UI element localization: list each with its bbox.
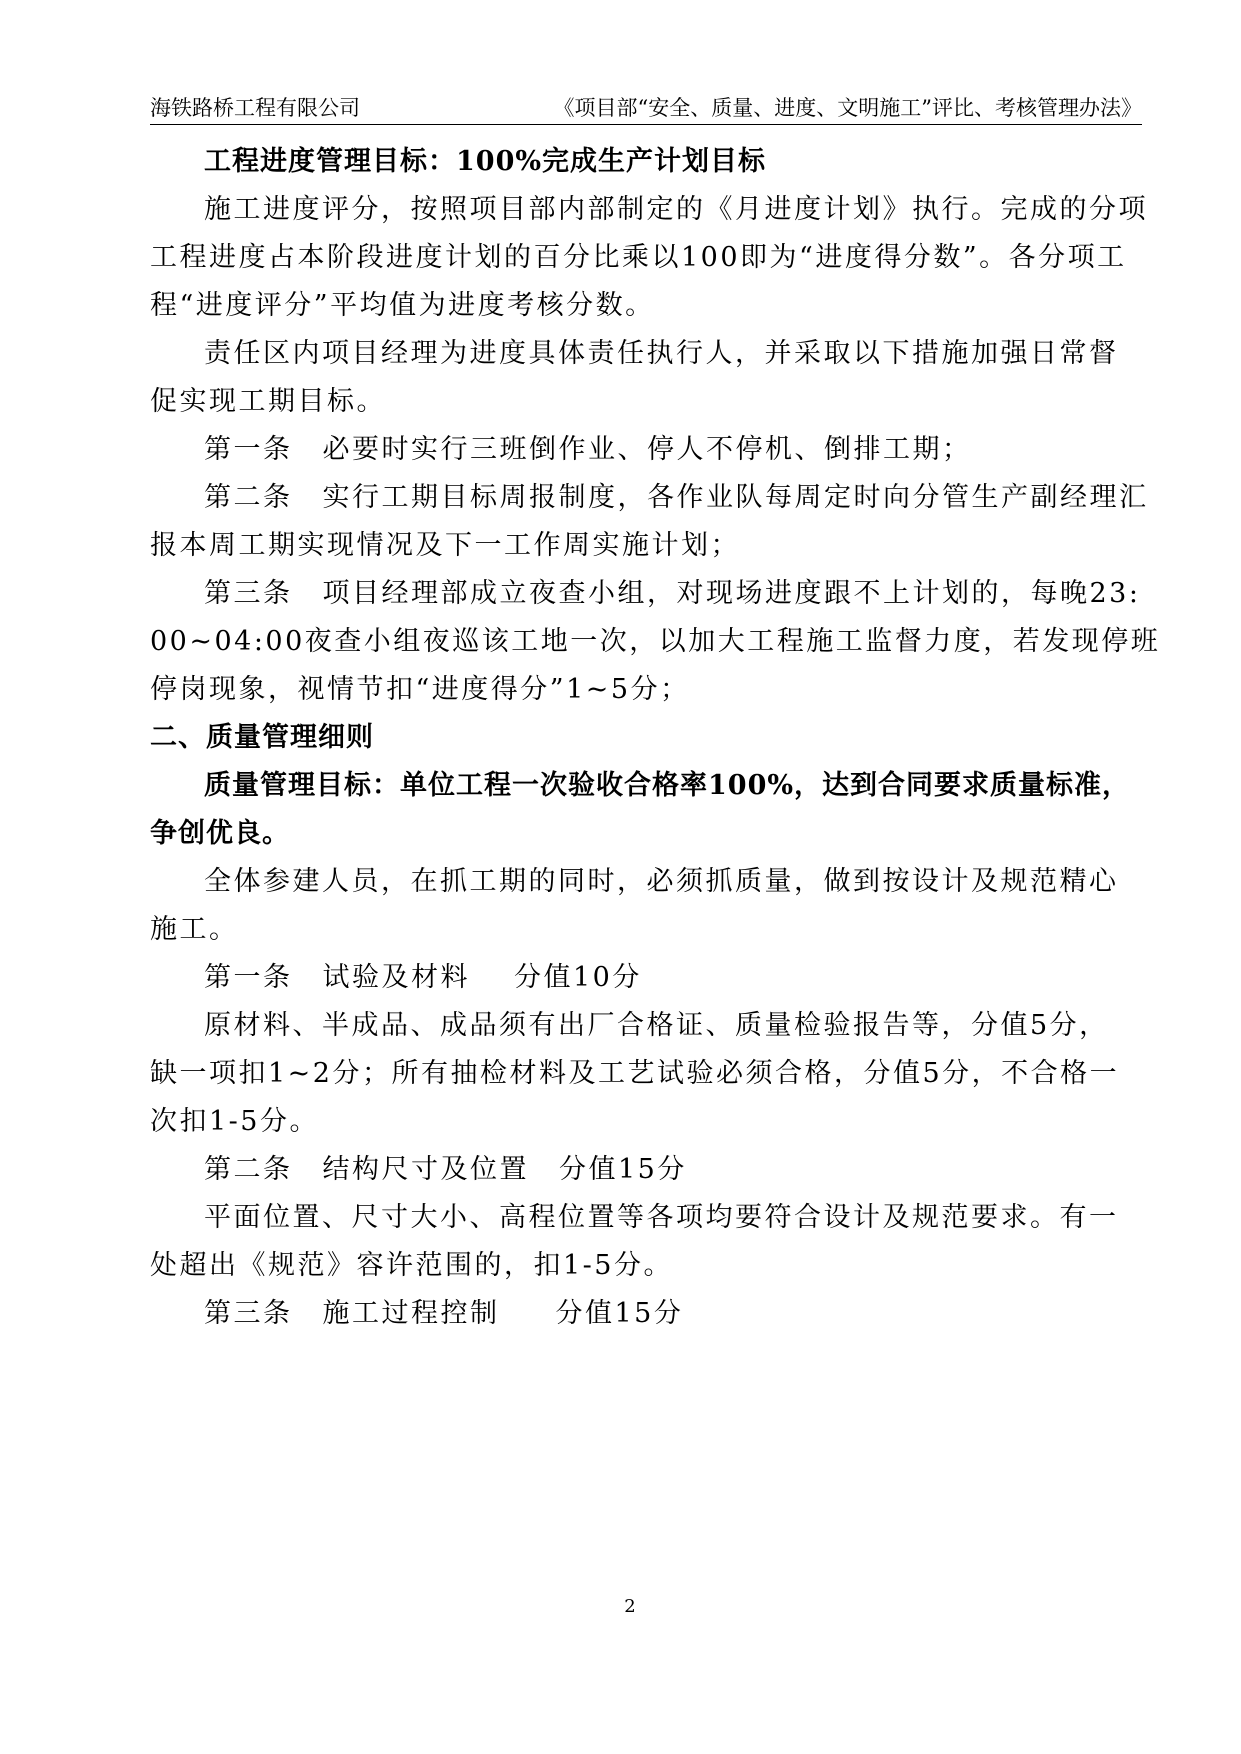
paragraph-line: 处超出《规范》容许范围的，扣1-5分。 [150,1250,673,1281]
article-title: 试验及材料 [322,962,470,993]
paragraph-line: 责任区内项目经理为进度具体责任执行人，并采取以下措施加强日常督 [204,338,1119,369]
quality-goal: 质量管理目标：单位工程一次验收合格率100%，达到合同要求质量标准， [204,770,1131,801]
article-label: 第二条 [204,482,293,513]
paragraph-line: 平面位置、尺寸大小、高程位置等各项均要符合设计及规范要求。有一 [204,1202,1119,1233]
paragraph-line: 促实现工期目标。 [150,386,386,417]
article-text: 项目经理部成立夜查小组，对现场进度跟不上计划的，每晚23: [322,578,1141,609]
paragraph-line: 00~04:00夜查小组夜巡该工地一次，以加大工程施工监督力度，若发现停班 [150,626,1161,657]
page-number: 2 [624,1596,636,1617]
page-header [150,90,1142,125]
paragraph-line: 次扣1-5分。 [150,1106,319,1137]
progress-goal: 工程进度管理目标：100%完成生产计划目标 [204,146,767,177]
article-text: 实行工期目标周报制度，各作业队每周定时向分管生产副经理汇 [322,482,1149,513]
article-line [204,432,1184,468]
article-score: 分值15分 [555,1298,684,1329]
article-heading [204,1296,1184,1332]
paragraph-line: 缺一项扣1~2分；所有抽检材料及工艺试验必须合格，分值5分，不合格一 [150,1058,1120,1089]
paragraph-line: 程“进度评分”平均值为进度考核分数。 [150,290,655,321]
article-label: 第三条 [204,578,293,609]
article-line [204,480,1184,516]
article-score: 分值10分 [514,962,642,993]
header-doc-title: 《项目部“安全、质量、进度、文明施工”评比、考核管理办法》 [553,96,1142,120]
article-title: 结构尺寸及位置 [322,1154,529,1185]
article-text: 必要时实行三班倒作业、停人不停机、倒排工期； [322,434,972,465]
article-label: 第一条 [204,434,293,465]
section-title: 二、质量管理细则 [150,722,374,753]
article-title: 施工过程控制 [322,1298,500,1329]
paragraph-line: 报本周工期实现情况及下一工作周实施计划； [150,530,740,561]
paragraph-line: 停岗现象，视情节扣“进度得分”1~5分； [150,674,690,705]
article-heading [204,1152,1184,1188]
article-label: 第二条 [204,1154,293,1185]
article-heading [204,960,1184,996]
paragraph-line: 施工。 [150,914,239,945]
article-score: 分值15分 [559,1154,687,1185]
header-company: 海铁路桥工程有限公司 [150,96,360,120]
paragraph-line: 工程进度占本阶段进度计划的百分比乘以100即为“进度得分数”。各分项工 [150,242,1127,273]
article-label: 第一条 [204,962,293,993]
paragraph-line: 施工进度评分，按照项目部内部制定的《月进度计划》执行。完成的分项 [204,194,1148,225]
paragraph-line: 原材料、半成品、成品须有出厂合格证、质量检验报告等，分值5分， [204,1010,1109,1041]
paragraph-line: 全体参建人员，在抓工期的同时，必须抓质量，做到按设计及规范精心 [204,866,1119,897]
article-line [204,576,1184,612]
quality-goal-cont: 争创优良。 [150,818,290,849]
article-label: 第三条 [204,1298,293,1329]
